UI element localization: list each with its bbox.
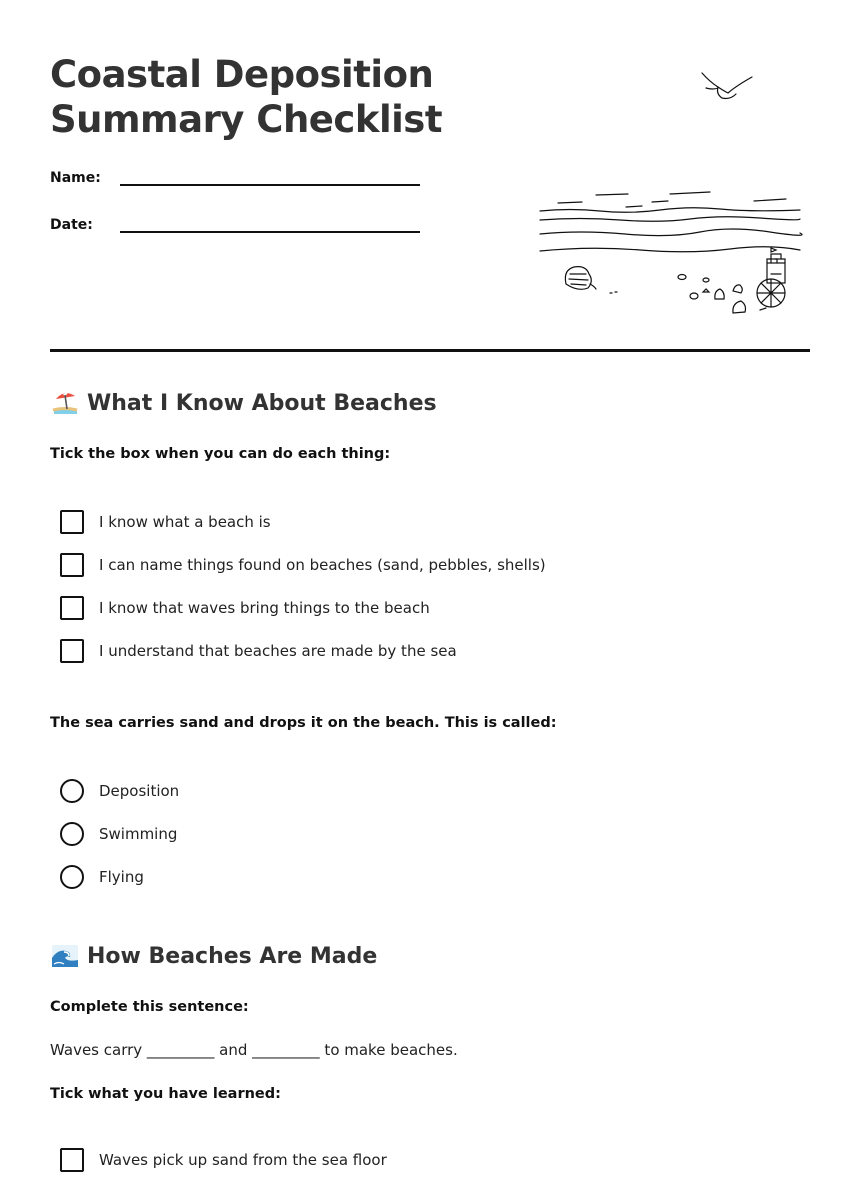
sandcastle-icon	[757, 248, 785, 307]
checklist-item-label: I know what a beach is	[99, 512, 271, 531]
checkbox[interactable]	[60, 596, 84, 620]
date-label: Date:	[50, 217, 93, 233]
checklist-item-label: I understand that beaches are made by the sea	[99, 641, 457, 660]
quiz-question: The sea carries sand and drops it on the beach. This is called:	[50, 715, 557, 731]
date-line[interactable]	[120, 213, 420, 233]
checklist-item[interactable]	[60, 586, 546, 629]
section-heading-made	[50, 941, 377, 971]
radio-option-label: Deposition	[99, 781, 180, 800]
checkbox[interactable]	[60, 639, 84, 663]
learned-instruction: Tick what you have learned:	[50, 1086, 281, 1102]
checklist-item[interactable]	[60, 500, 546, 543]
beach-checklist	[60, 500, 546, 672]
title-line-2: Summary Checklist	[50, 98, 443, 141]
quiz-options	[60, 769, 179, 898]
beach-scene-illustration	[530, 60, 810, 320]
sand-dots	[610, 292, 617, 293]
beach-umbrella-icon	[50, 388, 80, 418]
radio-option[interactable]	[60, 812, 179, 855]
radio-option-label: Flying	[99, 867, 144, 886]
checkbox[interactable]	[60, 1148, 84, 1172]
title-line-1: Coastal Deposition	[50, 53, 434, 96]
header-divider	[50, 349, 810, 352]
checkbox[interactable]	[60, 553, 84, 577]
section-heading-text: How Beaches Are Made	[87, 943, 378, 969]
learned-checklist	[60, 1138, 387, 1181]
wave-lines	[540, 192, 802, 252]
sentence-prompt: Complete this sentence:	[50, 999, 249, 1015]
radio-button[interactable]	[60, 865, 84, 889]
name-label: Name:	[50, 170, 101, 186]
date-field[interactable]	[50, 213, 420, 233]
fill-in-sentence[interactable]: Waves carry _________ and _________ to make beaches.	[50, 1041, 458, 1059]
name-line[interactable]	[120, 166, 420, 186]
water-wave-icon	[50, 941, 80, 971]
checkbox[interactable]	[60, 510, 84, 534]
section-heading-text: What I Know About Beaches	[87, 390, 437, 416]
radio-option-label: Swimming	[99, 824, 178, 843]
radio-button[interactable]	[60, 822, 84, 846]
checklist-item-label: I can name things found on beaches (sand, pebbles, shells)	[99, 555, 546, 574]
radio-option[interactable]	[60, 769, 179, 812]
name-field[interactable]	[50, 166, 420, 186]
checklist-instruction: Tick the box when you can do each thing:	[50, 446, 391, 462]
checklist-item-label: I know that waves bring things to the beach	[99, 598, 430, 617]
radio-button[interactable]	[60, 779, 84, 803]
page-title	[50, 52, 442, 142]
checklist-item[interactable]	[60, 543, 546, 586]
radio-option[interactable]	[60, 855, 179, 898]
checklist-item[interactable]	[60, 1138, 387, 1181]
section-heading-beaches	[50, 388, 437, 418]
checklist-item-label: Waves pick up sand from the sea floor	[99, 1150, 387, 1169]
shell-icon	[565, 267, 596, 290]
pebbles	[678, 275, 766, 314]
checklist-item[interactable]	[60, 629, 546, 672]
seagull-icon	[702, 73, 752, 99]
